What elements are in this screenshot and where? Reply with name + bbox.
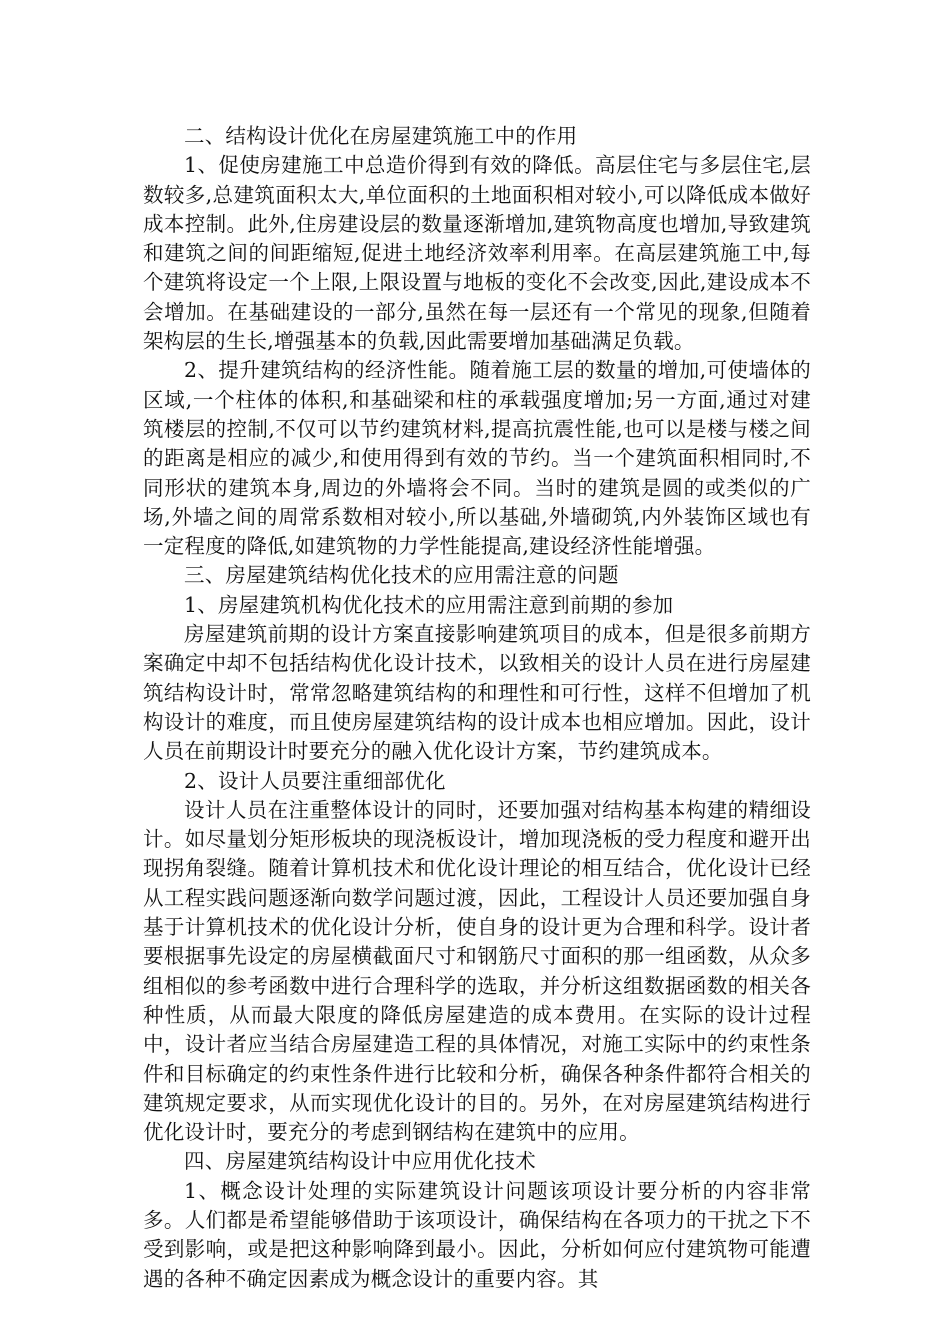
section-3-paragraph-1: 房屋建筑前期的设计方案直接影响建筑项目的成本，但是很多前期方案确定中却不包括结构优化设计技术，以致相关的设计人员在进行房屋建筑结构设计时，常常忽略建筑结构的和理性和可行性，这样不但增加了机构设计的难度，而且使房屋建筑结构的设计成本也相应增加。因此，设计人员在前期设计时要充分的融入优化设计方案，节约建筑成本。 [143, 622, 811, 764]
document-body [143, 122, 811, 1294]
section-3-heading: 三、房屋建筑结构优化技术的应用需注意的问题 [184, 563, 619, 588]
section-2-heading: 二、结构设计优化在房屋建筑施工中的作用 [184, 124, 578, 148]
section-3-subheading-2: 2、设计人员要注重细部优化 [184, 768, 446, 793]
section-2-item-1: 1、促使房建施工中总造价得到有效的降低。高层住宅与多层住宅,层数较多,总建筑面积太大,单位面积的土地面积相对较小,可以降低成本做好成本控制。此外,住房建设层的数量逐渐增加,建筑物高度也增加,导致建筑和建筑之间的间距缩短,促进土地经济效率利用率。在高层建筑施工中,每个建筑将设定一个上限,上限设置与地板的变化不会改变,因此,建设成本不会增加。在基础建设的一部分,虽然在每一层还有一个常见的现象,但随着架构层的生长,增强基本的负载,因此需要增加基础满足负载。 [143, 153, 811, 354]
section-4-item-1: 1、概念设计处理的实际建筑设计问题该项设计要分析的内容非常多。人们都是希望能够借助于该项设计，确保结构在各项力的干扰之下不受到影响，或是把这种影响降到最小。因此，分析如何应付建筑物可能遭遇的各种不确定因素成为概念设计的重要内容。其 [143, 1178, 811, 1291]
section-3-subheading-1: 1、房屋建筑机构优化技术的应用需注意到前期的参加 [184, 592, 674, 617]
section-2-item-2: 2、提升建筑结构的经济性能。随着施工层的数量的增加,可使墙体的区域,一个柱体的体积,和基础梁和柱的承载强度增加;另一方面,通过对建筑楼层的控制,不仅可以节约建筑材料,提高抗震性能,也可以是楼与楼之间的距离是相应的减少,和使用得到有效的节约。当一个建筑面积相同时,不同形状的建筑本身,周边的外墙将会不同。当时的建筑是圆的或类似的广场,外墙之间的周常系数相对较小,所以基础,外墙砌筑,内外装饰区域也有一定程度的降低,如建筑物的力学性能提高,建设经济性能增强。 [143, 358, 811, 559]
section-4-heading: 四、房屋建筑结构设计中应用优化技术 [184, 1149, 536, 1174]
section-3-paragraph-2: 设计人员在注重整体设计的同时，还要加强对结构基本构建的精细设计。如尽量划分矩形板块的现浇板设计，增加现浇板的受力程度和避开出现拐角裂缝。随着计算机技术和优化设计理论的相互结合，优化设计已经从工程实践问题逐渐向数学问题过渡，因此，工程设计人员还要加强自身基于计算机技术的优化设计分析，使自身的设计更为合理和科学。设计者要根据事先设定的房屋横截面尺寸和钢筋尺寸面积的那一组函数，从众多组相似的参考函数中进行合理科学的选取，并分析这组数据函数的相关各种性质，从而最大限度的降低房屋建造的成本费用。在实际的设计过程中，设计者应当结合房屋建造工程的具体情况，对施工实际中的约束性条件和目标确定的约束性条件进行比较和分析，确保各种条件都符合相关的建筑规定要求，从而实现优化设计的目的。另外，在对房屋建筑结构进行优化设计时，要充分的考虑到钢结构在建筑中的应用。 [143, 797, 811, 1145]
